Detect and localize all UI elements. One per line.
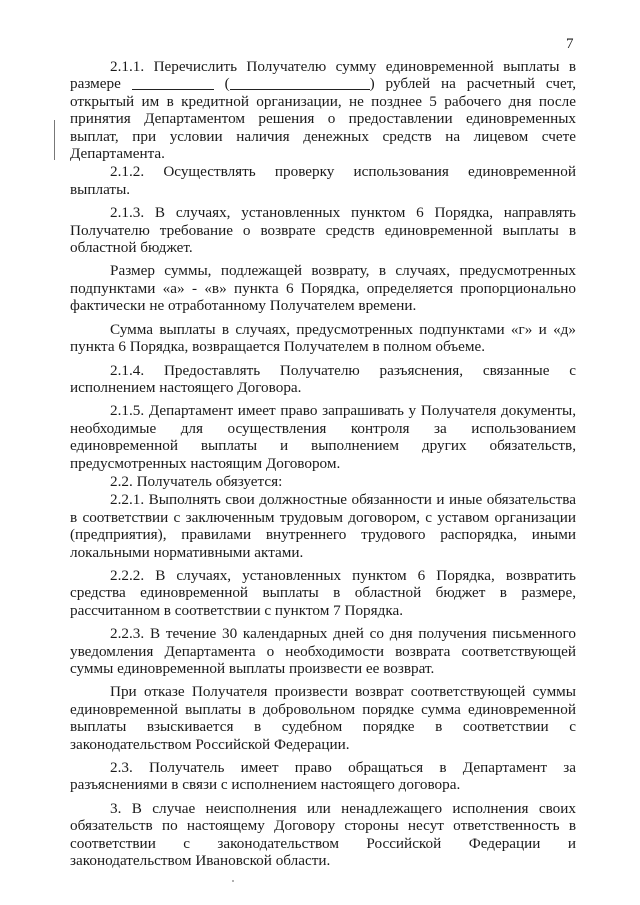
clause-2-2-3: 2.2.3. В течение 30 календарных дней со дня получения письменного уведомления Департамента о необходимости возврата соответствующей суммы единовременной выплаты произвести ее возврат. — [70, 625, 576, 677]
clause-2-2: 2.2. Получатель обязуется: — [110, 472, 283, 490]
clause-2-1-1-rest: ) рублей на расчетный счет, открытый им в кредитной организации, не позднее 5 рабочего дня после принятия Департаментом решения о предоставлении единовременных выплат, при условии наличия денежных средств на лицевом счете Департамента. — [70, 75, 576, 163]
clause-2-1-1-paren: ( — [213, 75, 230, 93]
page-number: 7 — [566, 36, 574, 52]
clause-2-3: 2.3. Получатель имеет право обращаться в Департамент за разъяснениями в связи с исполнением настоящего договора. — [70, 759, 576, 794]
clause-2-1-3: 2.1.3. В случаях, установленных пунктом 6 Порядка, направлять Получателю требование о возврате средств единовременной выплаты в областной бюджет. — [70, 204, 576, 257]
clause-2-1-1 — [70, 58, 576, 162]
full-refund-paragraph: Сумма выплаты в случаях, предусмотренных подпунктами «г» и «д» пункта 6 Порядка, возвращается Получателем в полном объеме. — [70, 320, 576, 356]
clause-2-1-4: 2.1.4. Предоставлять Получателю разъяснения, связанные с исполнением настоящего Договора. — [70, 361, 576, 396]
amount-digits-blank — [132, 76, 214, 90]
clause-2-1-5: 2.1.5. Департамент имеет право запрашивать у Получателя документы, необходимые для осуществления контроля за использованием единовременной выплаты и выполнением других обязательств, предусмотренных настоящим Договором. — [70, 402, 576, 472]
refund-amount-paragraph: Размер суммы, подлежащей возврату, в случаях, предусмотренных подпунктами «а» - «в» пункта 6 Порядка, определяется пропорционально фактически не отработанному Получателем времени. — [70, 262, 576, 315]
clause-2-1-1-lead: 2.1.1. Перечислить Получателю сумму единовременной выплаты в размере — [70, 58, 576, 93]
clause-3: 3. В случае неисполнения или ненадлежащего исполнения своих обязательств по настоящему Договору стороны несут ответственность в соответствии с законодательством Российской Федерации и законодательством Ивановской области. — [70, 799, 576, 870]
clause-2-2-1: 2.2.1. Выполнять свои должностные обязанности и иные обязательства в соответствии с заключенным трудовым договором, с уставом организации (предприятия), правилами внутреннего трудового распорядка, иными локальными нормативными актами. — [70, 491, 576, 561]
amount-words-blank — [230, 76, 370, 90]
document-body — [70, 58, 576, 875]
clause-2-1-2: 2.1.2. Осуществлять проверку использования единовременной выплаты. — [70, 163, 576, 198]
scan-margin-mark — [54, 120, 55, 160]
clause-2-2-2: 2.2.2. В случаях, установленных пунктом 6 Порядка, возвратить средства единовременной выплаты в областной бюджет в размере, рассчитанном в соответствии с пунктом 7 Порядка. — [70, 566, 576, 619]
refusal-paragraph: При отказе Получателя произвести возврат соответствующей суммы единовременной выплаты в добровольном порядке сумма единовременной выплаты взыскивается в судебном порядке в соответствии с законодательством Российской Федерации. — [70, 683, 576, 753]
scan-speck — [232, 880, 234, 882]
